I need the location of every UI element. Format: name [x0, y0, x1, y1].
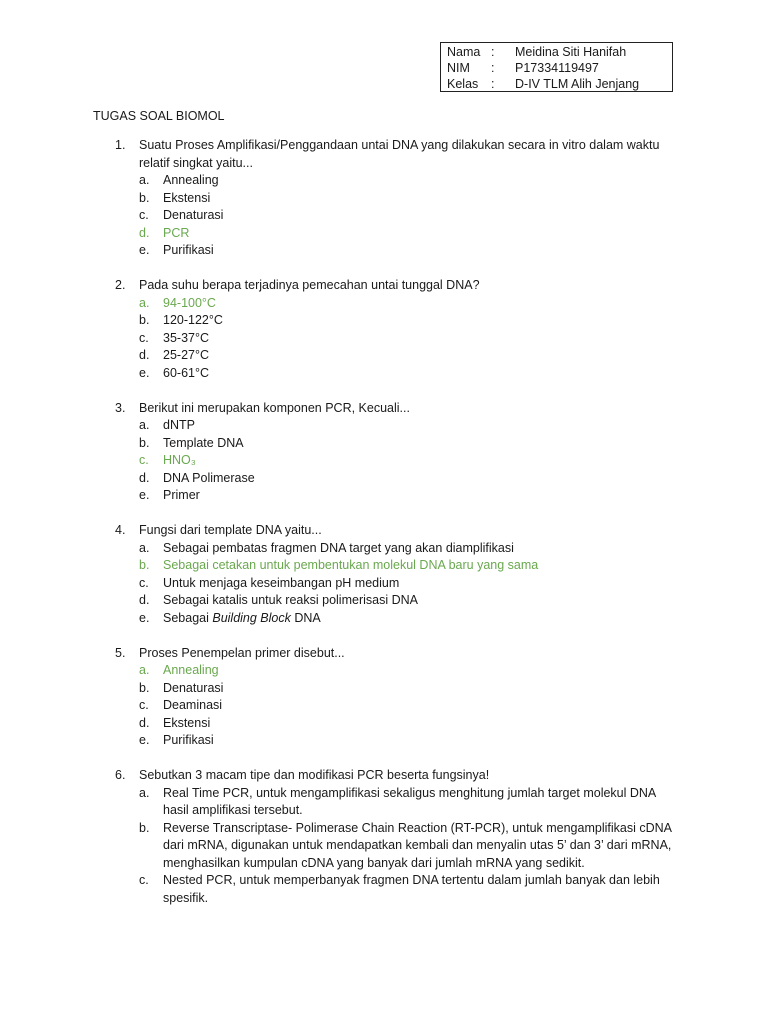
option-text: Sebagai pembatas fragmen DNA target yang akan diamplifikasi	[163, 540, 514, 555]
question-6	[115, 767, 675, 907]
option-letter: c.	[139, 330, 149, 345]
question-number: 2.	[115, 278, 126, 292]
option-text: Annealing	[163, 173, 219, 187]
option-a	[139, 540, 675, 558]
option-text: Sebagai cetakan untuk pembentukan molekul DNA baru yang sama	[163, 558, 539, 572]
option-letter: d.	[139, 225, 150, 240]
option-text-italic: Building Block	[212, 610, 291, 625]
option-e	[139, 242, 675, 260]
option-letter: c.	[139, 453, 149, 467]
option-text	[163, 610, 675, 628]
info-label: Kelas	[447, 77, 479, 91]
option-letter: c.	[139, 575, 149, 590]
option-list	[115, 662, 675, 750]
answer-a	[139, 785, 675, 820]
option-letter: a.	[139, 663, 150, 677]
option-letter: a.	[139, 785, 150, 800]
option-d	[139, 470, 675, 488]
option-c	[139, 697, 675, 715]
option-text: 120-122°C	[163, 313, 223, 327]
info-colon: :	[491, 61, 495, 75]
question-number: 5.	[115, 645, 126, 660]
info-label: Nama	[447, 45, 481, 59]
option-d	[139, 347, 675, 365]
student-info-box	[440, 42, 673, 92]
option-text: Annealing	[163, 663, 219, 677]
option-letter: d.	[139, 715, 150, 730]
option-list	[115, 172, 675, 260]
option-b	[139, 435, 675, 453]
question-2	[115, 277, 675, 382]
option-e	[139, 732, 675, 750]
option-text: Ekstensi	[163, 715, 211, 730]
option-letter: a.	[139, 418, 150, 432]
question-3	[115, 400, 675, 505]
question-number: 6.	[115, 768, 126, 782]
option-a	[139, 172, 675, 190]
option-d	[139, 592, 675, 610]
option-text-end: DNA	[290, 610, 321, 625]
option-text: 35-37°C	[163, 330, 209, 345]
question-text: Sebutkan 3 macam tipe dan modifikasi PCR beserta fungsinya!	[139, 768, 490, 782]
option-text: Real Time PCR, untuk mengamplifikasi sekaligus menghitung jumlah target molekul DNA hasil amplifikasi tersebut.	[163, 785, 656, 817]
info-value: Meidina Siti Hanifah	[515, 45, 627, 59]
option-text: Deaminasi	[163, 698, 223, 712]
option-letter: e.	[139, 610, 150, 625]
option-text: Nested PCR, untuk memperbanyak fragmen DNA tertentu dalam jumlah banyak dan lebih spesifik.	[163, 873, 660, 905]
option-list	[115, 295, 675, 383]
option-a-correct-answer	[139, 662, 675, 680]
question-5	[115, 645, 675, 750]
answer-list	[115, 785, 675, 908]
option-list	[115, 540, 675, 628]
question-4	[115, 522, 675, 627]
option-letter: b.	[139, 313, 150, 327]
option-a	[139, 417, 675, 435]
info-row-nim	[447, 60, 672, 76]
option-letter: b.	[139, 558, 150, 572]
option-letter: b.	[139, 435, 150, 450]
option-text: Purifikasi	[163, 733, 214, 747]
option-letter: d.	[139, 593, 150, 607]
info-label: NIM	[447, 61, 470, 75]
option-text: PCR	[163, 225, 190, 240]
option-letter: c.	[139, 873, 149, 887]
option-text: HNO₃	[163, 453, 196, 467]
info-value: P17334119497	[515, 61, 599, 75]
option-e	[139, 365, 675, 383]
option-text: dNTP	[163, 418, 195, 432]
option-b-correct-answer	[139, 557, 675, 575]
question-text: Suatu Proses Amplifikasi/Penggandaan untai DNA yang dilakukan secara in vitro dalam waktu relatif singkat yaitu...	[139, 138, 660, 170]
option-text: Template DNA	[163, 435, 244, 450]
option-letter: d.	[139, 348, 150, 362]
option-letter: a.	[139, 540, 150, 555]
document-title: TUGAS SOAL BIOMOL	[93, 109, 225, 123]
option-letter: b.	[139, 820, 150, 835]
option-text: Denaturasi	[163, 680, 224, 695]
option-text: Ekstensi	[163, 190, 211, 205]
option-letter: d.	[139, 470, 150, 485]
option-b	[139, 312, 675, 330]
option-letter: a.	[139, 173, 150, 187]
info-colon: :	[491, 45, 495, 59]
question-text: Berikut ini merupakan komponen PCR, Kecuali...	[139, 400, 410, 415]
option-letter: e.	[139, 488, 150, 502]
option-letter: c.	[139, 208, 149, 222]
option-letter: b.	[139, 680, 150, 695]
option-text: Sebagai katalis untuk reaksi polimerisasi DNA	[163, 593, 418, 607]
question-text: Proses Penempelan primer disebut...	[139, 645, 345, 660]
info-colon: :	[491, 77, 495, 91]
option-text: Denaturasi	[163, 208, 224, 222]
option-text: 60-61°C	[163, 365, 209, 380]
question-number: 3.	[115, 400, 126, 415]
option-b	[139, 190, 675, 208]
option-text: Purifikasi	[163, 243, 214, 257]
option-d	[139, 715, 675, 733]
option-b	[139, 680, 675, 698]
option-letter: c.	[139, 698, 149, 712]
option-letter: a.	[139, 295, 150, 310]
option-text: DNA Polimerase	[163, 470, 255, 485]
option-text: Untuk menjaga keseimbangan pH medium	[163, 575, 400, 590]
option-letter: e.	[139, 365, 150, 380]
option-letter: e.	[139, 243, 150, 257]
question-text: Pada suhu berapa terjadinya pemecahan untai tunggal DNA?	[139, 278, 480, 292]
option-d-correct-answer	[139, 225, 675, 243]
option-text: 94-100°C	[163, 295, 216, 310]
option-letter: b.	[139, 190, 150, 205]
option-c	[139, 575, 675, 593]
answer-b	[139, 820, 675, 873]
option-text-start: Sebagai	[163, 610, 213, 625]
option-letter: e.	[139, 733, 150, 747]
question-text: Fungsi dari template DNA yaitu...	[139, 523, 322, 537]
option-c-correct-answer	[139, 452, 675, 470]
option-text: Reverse Transcriptase- Polimerase Chain Reaction (RT-PCR), untuk mengamplifikasi cDNA dari mRNA, digunakan untuk mendapatkan kembali dan menyalin utas 5’ dan 3’ dari mRNA, menghasilkan kumpulan cDNA yang banyak dari jumlah mRNA yang sedikit.	[163, 820, 672, 870]
option-c	[139, 330, 675, 348]
option-c	[139, 207, 675, 225]
question-list	[115, 137, 675, 925]
question-1	[115, 137, 675, 260]
question-number: 4.	[115, 523, 126, 537]
option-e	[139, 487, 675, 505]
info-row-kelas	[447, 76, 672, 92]
option-list	[115, 417, 675, 505]
option-text: 25-27°C	[163, 348, 209, 362]
option-e	[139, 610, 675, 628]
info-value: D-IV TLM Alih Jenjang	[515, 77, 640, 91]
info-row-nama	[447, 44, 672, 60]
question-number: 1.	[115, 138, 126, 152]
option-a-correct-answer	[139, 295, 675, 313]
option-text: Primer	[163, 488, 200, 502]
answer-c	[139, 872, 675, 907]
